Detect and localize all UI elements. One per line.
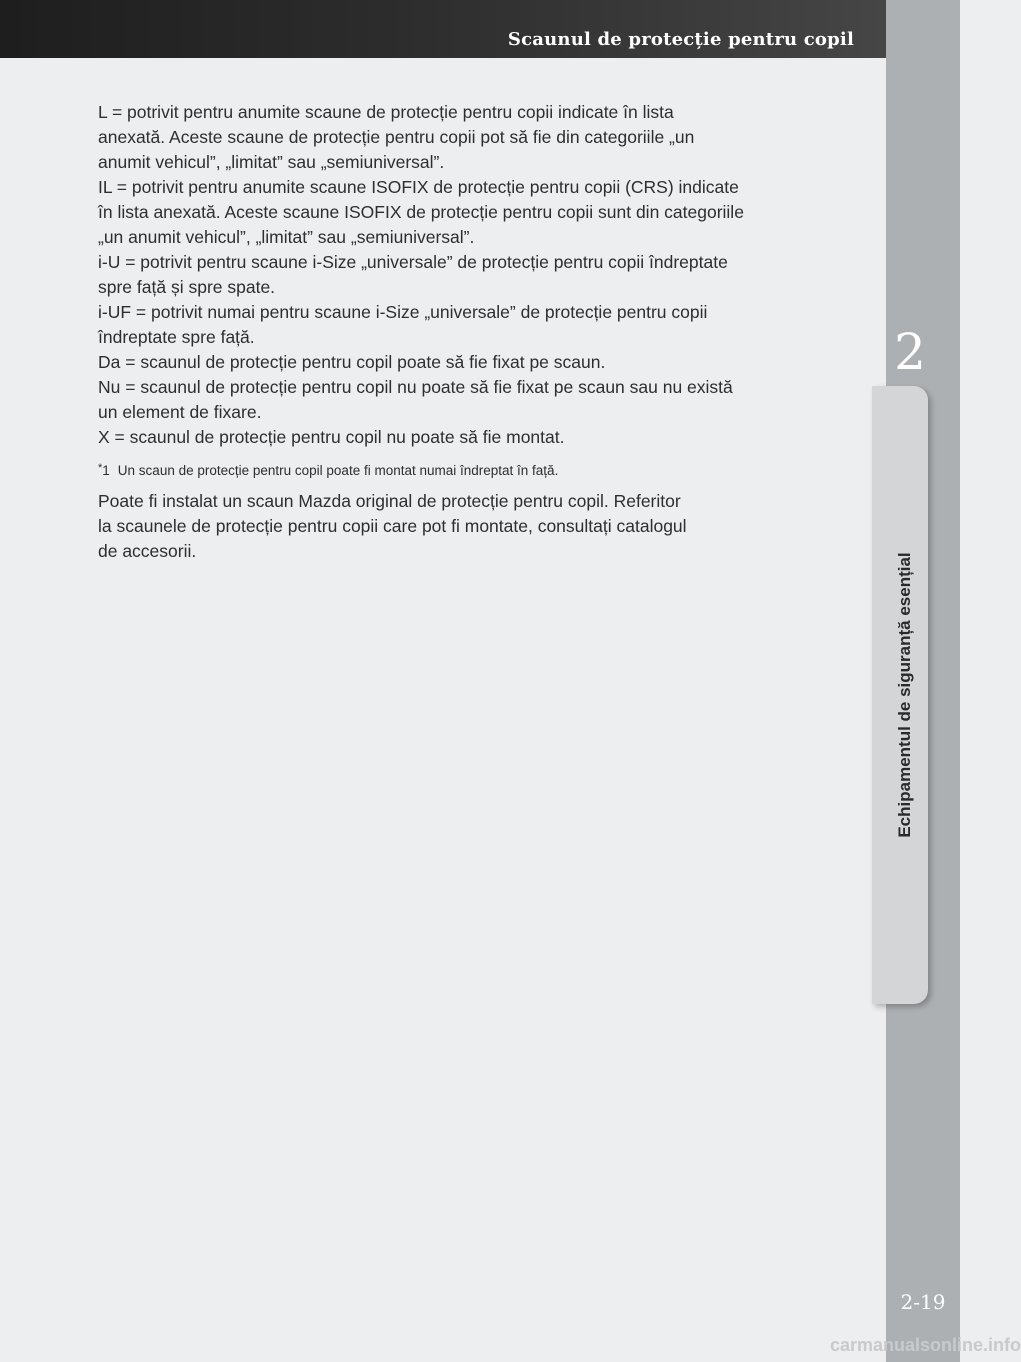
- legend-block: [98, 100, 858, 450]
- text-line: Nu = scaunul de protecție pentru copil nu poate să fie fixat pe scaun sau nu există: [98, 377, 733, 397]
- note-line: de accesorii.: [98, 541, 197, 561]
- text-line: un element de fixare.: [98, 402, 262, 422]
- footnote-star: *: [98, 462, 103, 474]
- footnote-number: 1: [102, 463, 110, 478]
- section-title: Scaunul de protecție pentru copil: [507, 29, 854, 50]
- text-line: anumit vehicul”, „limitat” sau „semiuniversal”.: [98, 152, 445, 172]
- footnote-marker: [98, 463, 110, 478]
- text-line: îndreptate spre față.: [98, 327, 255, 347]
- text-line: IL = potrivit pentru anumite scaune ISOFIX de protecție pentru copii (CRS) indicate: [98, 177, 739, 197]
- footnote: [98, 458, 858, 481]
- body-text: [98, 100, 858, 564]
- note-block: [98, 489, 858, 564]
- text-line: în lista anexată. Aceste scaune ISOFIX de protecție pentru copii sunt din categoriile: [98, 202, 744, 222]
- footnote-text: Un scaun de protecție pentru copil poate fi montat numai îndreptat în față.: [117, 463, 559, 478]
- text-line: X = scaunul de protecție pentru copil nu poate să fie montat.: [98, 427, 565, 447]
- text-line: Da = scaunul de protecție pentru copil poate să fie fixat pe scaun.: [98, 352, 606, 372]
- text-line: i-UF = potrivit numai pentru scaune i-Size „universale” de protecție pentru copii: [98, 302, 708, 322]
- page-number: 2-19: [900, 1290, 946, 1314]
- note-line: Poate fi instalat un scaun Mazda original de protecție pentru copil. Referitor: [98, 491, 681, 511]
- chapter-label: Echipamentul de siguranță esențial: [895, 552, 914, 838]
- watermark: carmanualsonline.info: [830, 1335, 1021, 1355]
- note-line: la scaunele de protecție pentru copii care pot fi montate, consultați catalogul: [98, 516, 687, 536]
- text-line: L = potrivit pentru anumite scaune de protecție pentru copii indicate în lista: [98, 102, 674, 122]
- chapter-number: 2: [894, 323, 926, 381]
- text-line: „un anumit vehicul”, „limitat” sau „semiuniversal”.: [98, 227, 475, 247]
- text-line: spre față și spre spate.: [98, 277, 276, 297]
- text-line: anexată. Aceste scaune de protecție pentru copii pot să fie din categoriile „un: [98, 127, 695, 147]
- text-line: i-U = potrivit pentru scaune i-Size „universale” de protecție pentru copii îndreptate: [98, 252, 728, 272]
